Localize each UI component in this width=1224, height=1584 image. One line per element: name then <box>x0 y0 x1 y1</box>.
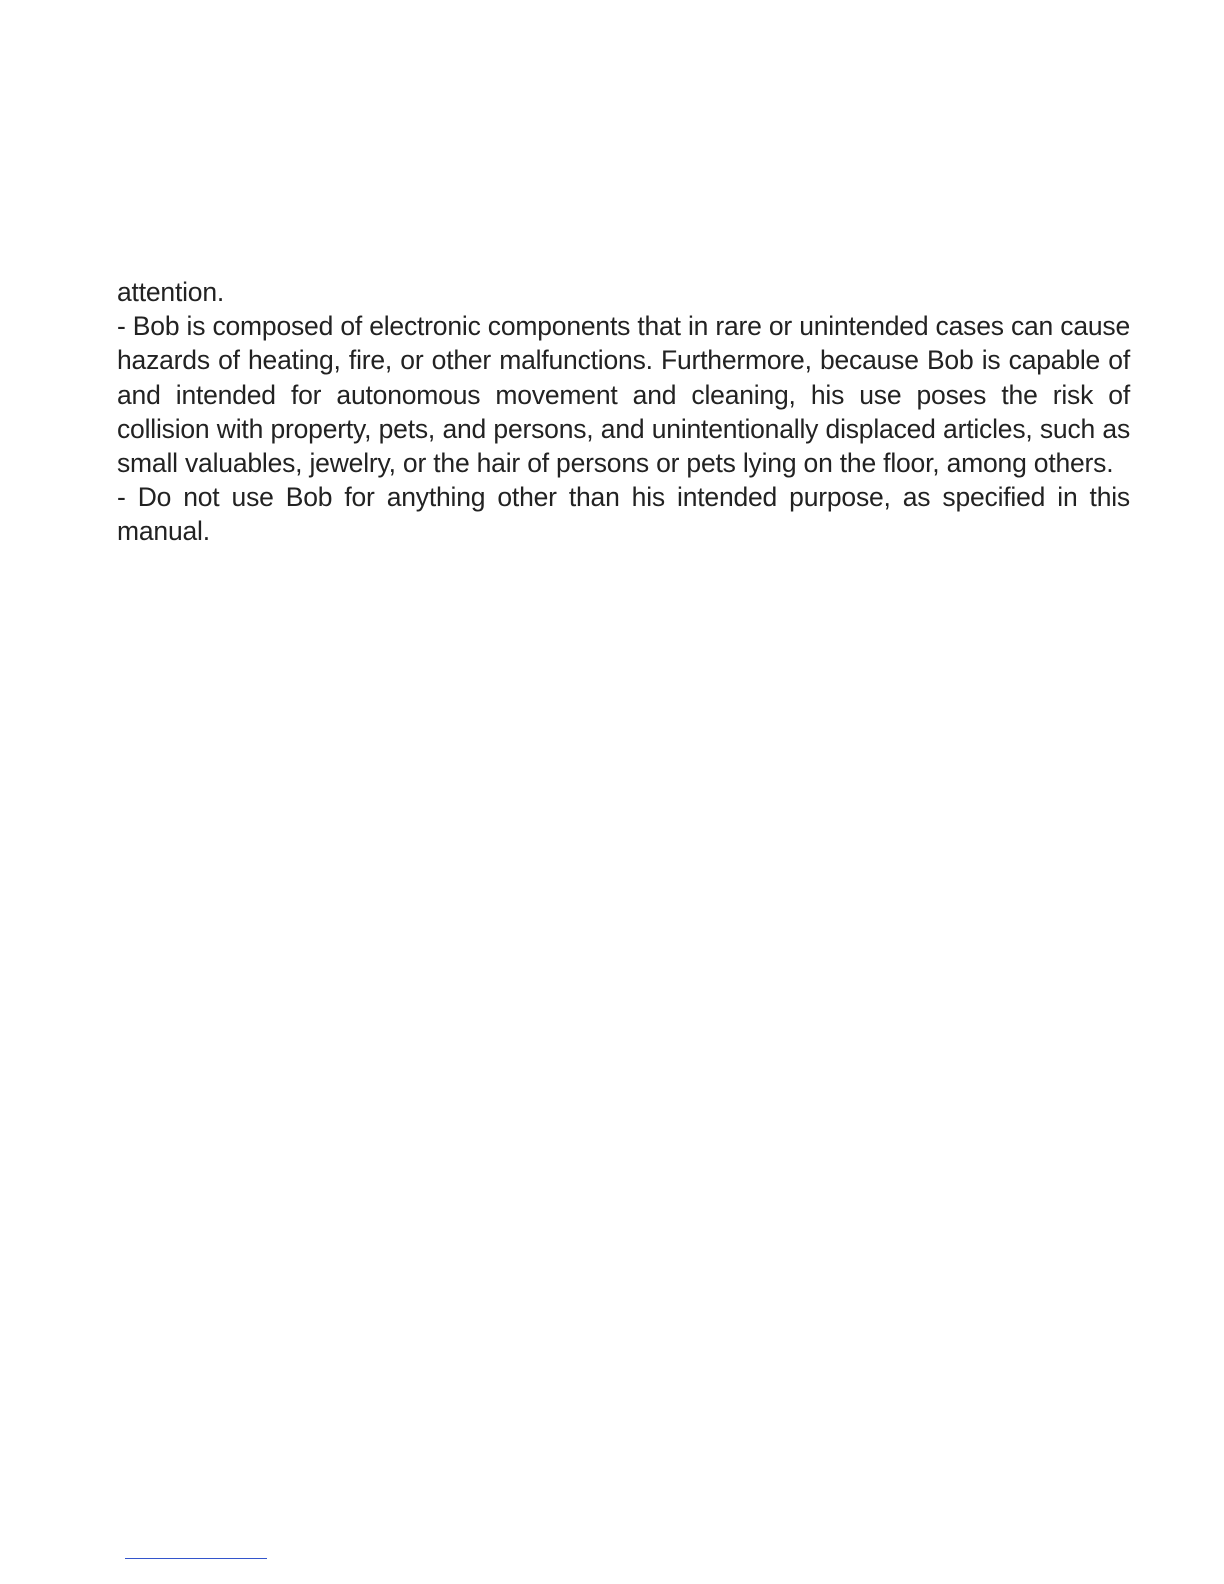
paragraph-hazard-warning: - Bob is composed of electronic components that in rare or unintended cases can cause hazards of heating, fire, or other malfunctions. Furthermore, because Bob is capable of and intended for autonomous movement and cleaning, his use poses the risk of collision with property, pets, and persons, and unintentionally displaced articles, such as small valuables, jewelry, or the hair of persons or pets lying on the floor, among others. <box>117 311 1130 479</box>
paragraph-intended-use: - Do not use Bob for anything other than his intended purpose, as specified in this manual. <box>117 482 1130 547</box>
footnote-divider <box>125 1558 267 1559</box>
body-text <box>117 275 1130 549</box>
paragraph-continuation: attention. <box>117 277 225 307</box>
